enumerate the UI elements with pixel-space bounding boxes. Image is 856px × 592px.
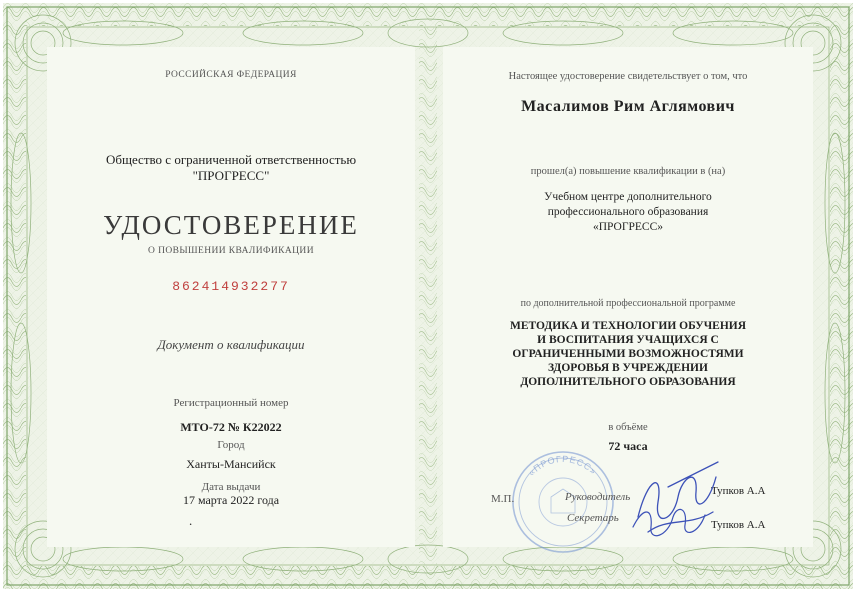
reg-number-label: Регистрационный номер: [173, 397, 289, 409]
center-line1: Учебном центре дополнительного: [544, 191, 712, 203]
program-line: ЗДОРОВЬЯ В УЧРЕЖДЕНИИ: [548, 362, 708, 374]
signature-secretary: [623, 497, 713, 547]
seal-place-label: М.П.: [491, 493, 515, 505]
document-subtitle: О ПОВЫШЕНИИ КВАЛИФИКАЦИИ: [148, 246, 314, 256]
volume-hours: 72 часа: [608, 439, 648, 453]
center-line2: профессионального образования: [547, 206, 709, 218]
org-name-line1: Общество с ограниченной ответственностью: [105, 152, 357, 167]
secretary-name: Тупков А.А: [711, 519, 766, 531]
certificate-sheet: [3, 3, 853, 589]
right-page: [443, 47, 813, 547]
secretary-label: Секретарь: [567, 512, 619, 524]
program-line: МЕТОДИКА И ТЕХНОЛОГИИ ОБУЧЕНИЯ: [509, 320, 747, 332]
program-line: ДОПОЛНИТЕЛЬНОГО ОБРАЗОВАНИЯ: [520, 376, 736, 388]
country-label: РОССИЙСКАЯ ФЕДЕРАЦИЯ: [165, 70, 297, 80]
reg-number: МТО-72 № К22022: [180, 420, 282, 434]
left-page: [47, 47, 415, 547]
org-name-line2: "ПРОГРЕСС": [192, 168, 270, 183]
intro-text: Настоящее удостоверение свидетельствует о том, что: [508, 71, 748, 82]
document-number: 862414932277: [172, 279, 290, 294]
city: Ханты-Мансийск: [186, 457, 276, 471]
volume-label: в объёме: [608, 422, 648, 433]
head-name: Тупков А.А: [711, 485, 766, 497]
person-name: Масалимов Рим Аглямович: [521, 98, 735, 115]
document-title: УДОСТОВЕРЕНИЕ: [103, 210, 359, 240]
head-label: Руководитель: [565, 491, 631, 503]
trailing-dot: .: [189, 513, 193, 528]
document-kind: Документ о квалификации: [157, 337, 305, 352]
center-line3: «ПРОГРЕСС»: [592, 221, 664, 233]
issue-date: 17 марта 2022 года: [182, 493, 280, 507]
city-label: Город: [217, 439, 245, 451]
issue-date-label: Дата выдачи: [201, 481, 261, 493]
stamp-text: «ПРОГРЕСС»: [526, 453, 599, 478]
program-label: по дополнительной профессиональной программе: [520, 298, 736, 309]
program-line: И ВОСПИТАНИЯ УЧАЩИХСЯ С: [537, 334, 719, 346]
program-title: [443, 319, 813, 389]
program-line: ОГРАНИЧЕННЫМИ ВОЗМОЖНОСТЯМИ: [512, 348, 744, 360]
passed-label: прошел(а) повышение квалификации в (на): [530, 166, 726, 177]
svg-text:«ПРОГРЕСС»: [526, 454, 599, 478]
